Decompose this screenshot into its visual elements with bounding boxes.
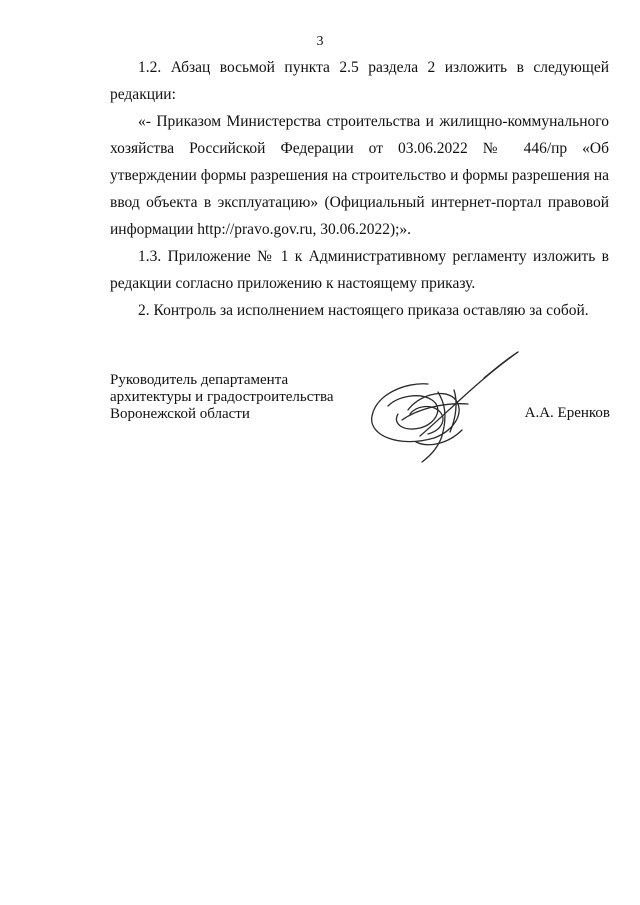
paragraph-2: 2. Контроль за исполнением настоящего приказа оставляю за собой. xyxy=(138,302,589,319)
page-number: 3 xyxy=(316,34,324,49)
paragraph-1-2: 1.2. Абзац восьмой пункта 2.5 раздела 2 изложить в следующей редакции: xyxy=(110,59,609,103)
signature-block xyxy=(110,372,610,472)
document-body xyxy=(110,54,609,324)
signer-position-line: Руководитель департамента xyxy=(110,372,289,388)
signer-position xyxy=(110,372,333,423)
paragraph-quoted-amendment: «- Приказом Министерства строительства и жилищно-коммунального хозяйства Российской Федерации от 03.06.2022 № 446/пр «Об утверждении формы разрешения на строительство и формы разрешения на ввод объекта в эксплуатацию» (Официальный интернет-портал правовой информации http://pravo.gov.ru, 30.06.2022);». xyxy=(110,113,609,238)
paragraph-1-3: 1.3. Приложение № 1 к Административному регламенту изложить в редакции согласно приложению к настоящему приказу. xyxy=(110,248,609,292)
signer-position-line: архитектуры и градостроительства xyxy=(110,389,334,405)
signer-name: А.А. Еренков xyxy=(524,405,610,421)
handwritten-signature-icon xyxy=(358,344,528,474)
signer-position-line: Воронежской области xyxy=(110,406,250,422)
